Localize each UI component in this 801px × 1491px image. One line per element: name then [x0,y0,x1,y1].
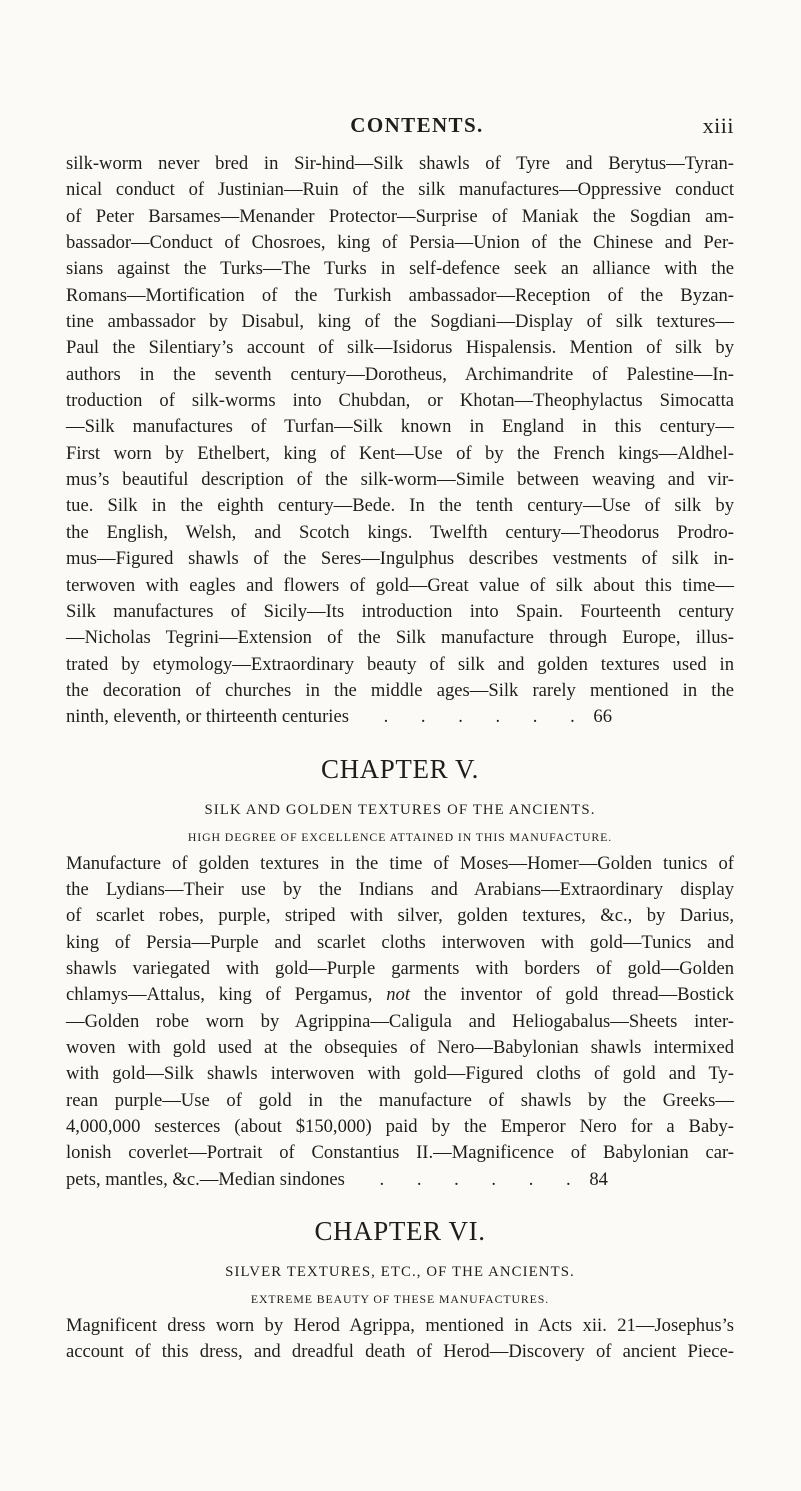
summary-line: Romans—Mortification of the Turkish ambassador—Reception of the Byzan- [66,284,734,306]
summary-line: Paul the Silentiary’s account of silk—Isidorus Hispalensis. Mention of silk by [66,337,734,359]
continued-chapter-summary [66,151,734,731]
summary-line: Magnificent dress worn by Herod Agrippa, mentioned in Acts xii. 21—Josephus’s [66,1315,734,1337]
summary-line: 4,000,000 sesterces (about $150,000) paid by the Emperor Nero for a Baby- [66,1116,734,1137]
summary-line: Silk manufactures of Sicily—Its introduction into Spain. Fourteenth century [66,600,734,622]
summary-line: tue. Silk in the eighth century—Bede. In the tenth century—Use of silk by [66,495,734,517]
summary-line: sians against the Turks—The Turks in self-defence seek an alliance with the [66,258,734,280]
running-head-title: CONTENTS. [350,113,484,137]
summary-line: terwoven with eagles and flowers of gold—Great value of silk about this time— [66,574,734,596]
summary-line: mus—Figured shawls of the Seres—Ingulphus describes vestments of silk in- [66,548,734,570]
summary-line: bassador—Conduct of Chosroes, king of Persia—Union of the Chinese and Per- [66,232,734,254]
chapter-subject: SILVER TEXTURES, ETC., OF THE ANCIENTS. [225,1264,575,1281]
summary-line: shawls variegated with gold—Purple garments with borders of gold—Golden [66,957,734,979]
summary-line: Manufacture of golden textures in the time of Moses—Homer—Golden tunics of [66,852,734,874]
summary-line: king of Persia—Purple and scarlet cloths interwoven with gold—Tunics and [66,931,734,953]
chapter-heading: CHAPTER V. [320,753,480,784]
book-page [0,113,801,1491]
emphasized-word: not [386,984,410,1006]
summary-line: the Lydians—Their use by the Indians and Arabians—Extraordinary display [66,878,734,900]
chapter-subject: SILK AND GOLDEN TEXTURES OF THE ANCIENTS. [204,801,596,818]
summary-line: the English, Welsh, and Scotch kings. Twelfth century—Theodorus Prodro- [66,521,734,543]
chapter-summary [66,851,734,1193]
summary-line: mus’s beautiful description of the silk-worm—Simile between weaving and vir- [66,469,734,491]
summary-line: pets, mantles, &c.—Median sindones [66,1168,345,1190]
chapter-heading: CHAPTER VI. [314,1216,486,1247]
summary-line: —Silk manufactures of Turfan—Silk known in England in this century— [66,416,734,438]
summary-line: woven with gold used at the obsequies of Nero—Babylonian shawls intermixed [66,1036,734,1058]
summary-last-line [66,704,734,730]
page-number: xiii [702,113,734,138]
summary-line: —Nicholas Tegrini—Extension of the Silk manufacture through Europe, illus- [66,627,734,649]
summary-line: tine ambassador by Disabul, king of the Sogdiani—Display of silk textures— [66,311,734,333]
summary-line: ninth, eleventh, or thirteenth centuries [66,706,349,728]
summary-line: the decoration of churches in the middle ages—Silk rarely mentioned in the [66,679,734,701]
summary-line: rean purple—Use of gold in the manufacture of shawls by the Greeks— [66,1089,734,1111]
summary-line: of scarlet robes, purple, striped with silver, golden textures, &c., by Darius, [66,905,734,927]
summary-line: authors in the seventh century—Dorotheus, Archimandrite of Palestine—In- [66,363,734,385]
summary-line: —Golden robe worn by Agrippina—Caligula and Heliogabalus—Sheets inter- [66,1010,734,1032]
summary-line: lonish coverlet—Portrait of Constantius II.—Magnificence of Babylonian car- [66,1142,734,1164]
entry-page-number: 84 [589,1168,608,1190]
dot-leader: . . . . . . [383,706,589,728]
summary-line: troduction of silk-worms into Chubdan, or Khotan—Theophylactus Simocatta [66,390,734,412]
chapter-sub-subject: HIGH DEGREE OF EXCELLENCE ATTAINED IN THIS MANUFACTURE. [187,829,613,844]
running-head [66,113,734,137]
summary-line: First worn by Ethelbert, king of Kent—Use of by the French kings—Aldhel- [66,442,734,464]
summary-line: trated by etymology—Extraordinary beauty of silk and golden textures used in [66,653,734,675]
entry-page-number: 66 [593,706,612,728]
summary-text: chlamys—Attalus, king of Pergamus, [66,984,373,1006]
summary-line-with-emphasis [66,982,734,1008]
summary-line: nical conduct of Justinian—Ruin of the silk manufactures—Oppressive conduct [66,179,734,201]
summary-last-line [66,1167,734,1193]
chapter-sub-subject: EXTREME BEAUTY OF THESE MANUFACTURES. [250,1292,550,1307]
summary-line: account of this dress, and dreadful death of Herod—Discovery of ancient Piece- [66,1341,734,1363]
summary-line: of Peter Barsames—Menander Protector—Surprise of Maniak the Sogdian am- [66,205,734,227]
chapter-summary [66,1313,734,1366]
summary-text: the inventor of gold thread—Bostick [423,984,734,1006]
summary-line: silk-worm never bred in Sir-hind—Silk shawls of Tyre and Berytus—Tyran- [66,153,734,174]
dot-leader: . . . . . . [379,1168,585,1190]
summary-line: with gold—Silk shawls interwoven with gold—Figured cloths of gold and Ty- [66,1063,734,1085]
